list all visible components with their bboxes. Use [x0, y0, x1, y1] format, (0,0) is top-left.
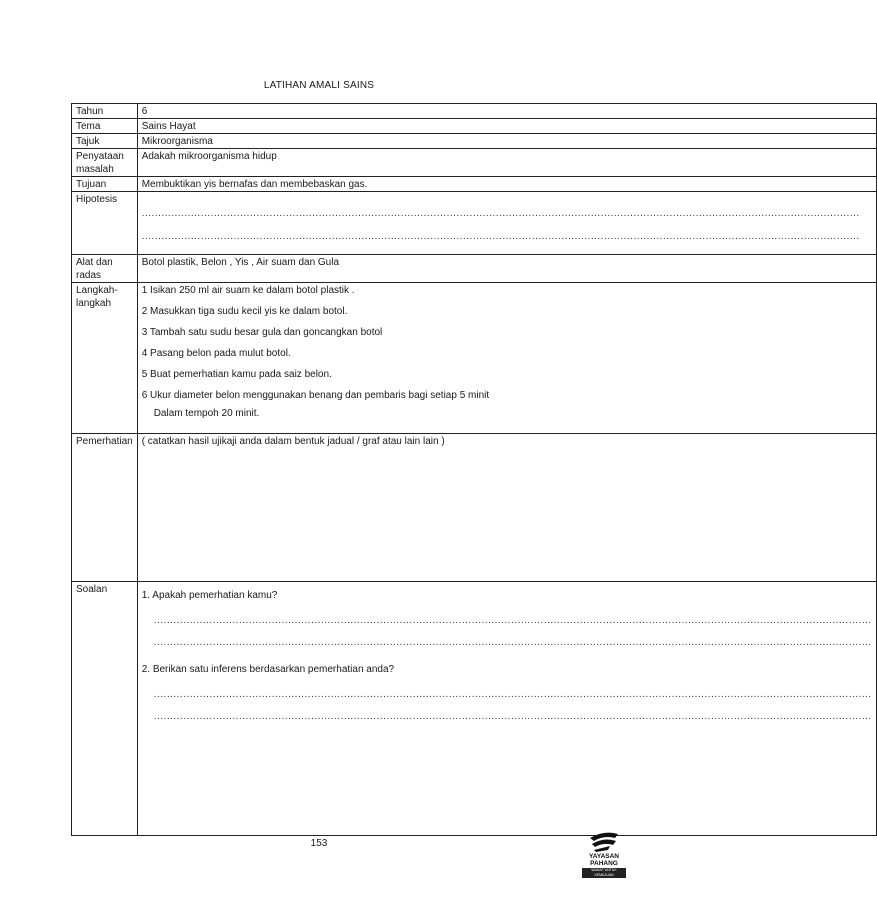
label-tajuk: Tajuk	[72, 134, 138, 149]
value-langkah	[137, 283, 876, 434]
value-soalan	[137, 582, 876, 836]
value-tema: Sains Hayat	[137, 119, 876, 134]
row-tahun	[72, 104, 877, 119]
row-alat-radas	[72, 255, 877, 283]
step-item: 5 Buat pemerhatian kamu pada saiz belon.	[141, 369, 332, 380]
label-soalan: Soalan	[72, 582, 138, 836]
label-tujuan: Tujuan	[72, 177, 138, 192]
step-continuation: Dalam tempoh 20 minit.	[153, 408, 260, 419]
row-hipotesis	[72, 192, 877, 255]
answer-line: ...........................................................................................................................................................................................................................	[141, 231, 860, 242]
answer-line: ...........................................................................................................................................................................................................................	[153, 689, 872, 700]
value-pemerhatian: ( catatkan hasil ujikaji anda dalam bentuk jadual / graf atau lain lain )	[137, 434, 876, 582]
label-pemerhatian: Pemerhatian	[72, 434, 138, 582]
value-penyataan-masalah: Adakah mikroorganisma hidup	[137, 149, 876, 177]
value-tahun: 6	[137, 104, 876, 119]
logo-name: YAYASAN PAHANG	[589, 853, 619, 867]
label-langkah: Langkah-langkah	[72, 283, 138, 434]
step-item: 3 Tambah satu sudu besar gula dan goncangkan botol	[141, 327, 383, 338]
label-penyataan-masalah: Penyataan masalah	[72, 149, 138, 177]
step-item: 1 Isikan 250 ml air suam ke dalam botol plastik .	[141, 285, 355, 296]
row-soalan	[72, 582, 877, 836]
row-penyataan-masalah	[72, 149, 877, 177]
answer-line: ...........................................................................................................................................................................................................................	[153, 637, 872, 648]
answer-line: ...........................................................................................................................................................................................................................	[153, 615, 872, 626]
row-tema	[72, 119, 877, 134]
row-tajuk	[72, 134, 877, 149]
answer-line: ...........................................................................................................................................................................................................................	[141, 208, 860, 219]
worksheet-table	[71, 103, 877, 836]
label-tahun: Tahun	[72, 104, 138, 119]
document-title: LATIHAN AMALI SAINS	[263, 80, 375, 91]
answer-line: ...........................................................................................................................................................................................................................	[153, 711, 872, 722]
row-langkah	[72, 283, 877, 434]
value-hipotesis	[137, 192, 876, 255]
label-hipotesis: Hipotesis	[72, 192, 138, 255]
step-item: 2 Masukkan tiga sudu kecil yis ke dalam botol.	[141, 306, 348, 317]
question-block	[142, 663, 872, 723]
step-item: 6 Ukur diameter belon menggunakan benang dan pembaris bagi setiap 5 minit	[141, 390, 490, 401]
value-tujuan: Membuktikan yis bernafas dan membebaskan gas.	[137, 177, 876, 192]
value-alat-radas: Botol plastik, Belon , Yis , Air suam dan Gula	[137, 255, 876, 283]
question-text: 2. Berikan satu inferens berdasarkan pemerhatian anda?	[141, 664, 395, 675]
step-item: 4 Pasang belon pada mulut botol.	[141, 348, 291, 359]
question-block	[142, 589, 872, 649]
page-number: 153	[310, 838, 328, 849]
value-tajuk: Mikroorganisma	[137, 134, 876, 149]
logo-subtext: WAKAF UNTUK KEMAJUAN	[582, 868, 626, 878]
label-alat-radas: Alat dan radas	[72, 255, 138, 283]
row-pemerhatian	[72, 434, 877, 582]
question-text: 1. Apakah pemerhatian kamu?	[141, 590, 278, 601]
label-tema: Tema	[72, 119, 138, 134]
row-tujuan	[72, 177, 877, 192]
